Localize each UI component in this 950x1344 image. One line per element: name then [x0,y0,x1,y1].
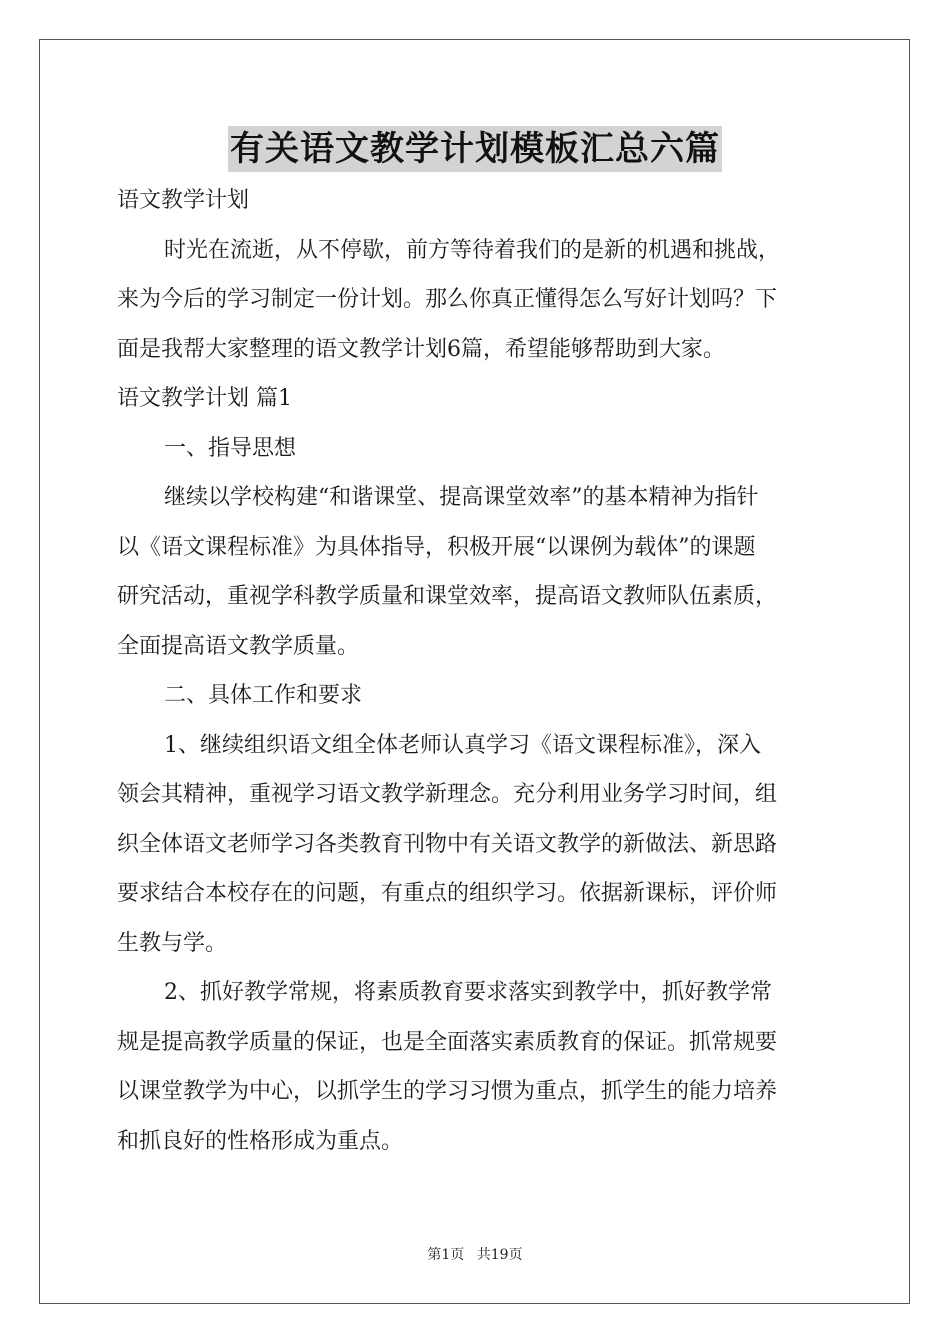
text-line: 生教与学。 [117,930,228,956]
title-wrap [0,126,950,172]
text-line: 规是提高教学质量的保证，也是全面落实素质教育的保证。抓常规要 [117,1029,778,1055]
page-footer [0,1244,950,1264]
text-line: 1、继续组织语文组全体老师认真学习《语文课程标准》，深入 [164,732,761,758]
document-title: 有关语文教学计划模板汇总六篇 [228,126,722,172]
text-line: 二、具体工作和要求 [164,683,363,708]
document-body [117,176,833,1166]
page-number: 第1页 [427,1247,465,1263]
text-line: 研究活动，重视学科教学质量和课堂效率，提高语文教师队伍素质， [117,584,778,609]
text-line: 一、指导思想 [164,435,297,461]
text-line: 和抓良好的性格形成为重点。 [117,1128,404,1154]
page-total: 共19页 [476,1247,523,1263]
text-line: 语文教学计划 [117,188,250,213]
text-line: 织全体语文老师学习各类教育刊物中有关语文教学的新做法、新思路 [117,831,778,857]
text-line: 时光在流逝，从不停歇，前方等待着我们的是新的机遇和挑战， [164,237,781,263]
text-line: 要求结合本校存在的问题，有重点的组织学习。依据新课标，评价师 [117,881,778,906]
text-line: 面是我帮大家整理的语文教学计划6篇，希望能够帮助到大家。 [117,336,725,362]
text-line: 以课堂教学为中心，以抓学生的学习习惯为重点，抓学生的能力培养 [117,1079,778,1104]
text-line: 继续以学校构建“和谐课堂、提高课堂效率”的基本精神为指针 [164,485,759,510]
text-line: 以《语文课程标准》为具体指导，积极开展“以课例为载体”的课题 [117,534,756,560]
text-line: 全面提高语文教学质量。 [117,633,360,659]
text-line: 2、抓好教学常规，将素质教育要求落实到教学中，抓好教学常 [164,980,772,1005]
text-line: 来为今后的学习制定一份计划。那么你真正懂得怎么写好计划吗？下 [117,287,778,312]
text-line: 语文教学计划 篇1 [117,386,292,411]
text-line: 领会其精神，重视学习语文教学新理念。充分利用业务学习时间，组 [117,782,778,807]
